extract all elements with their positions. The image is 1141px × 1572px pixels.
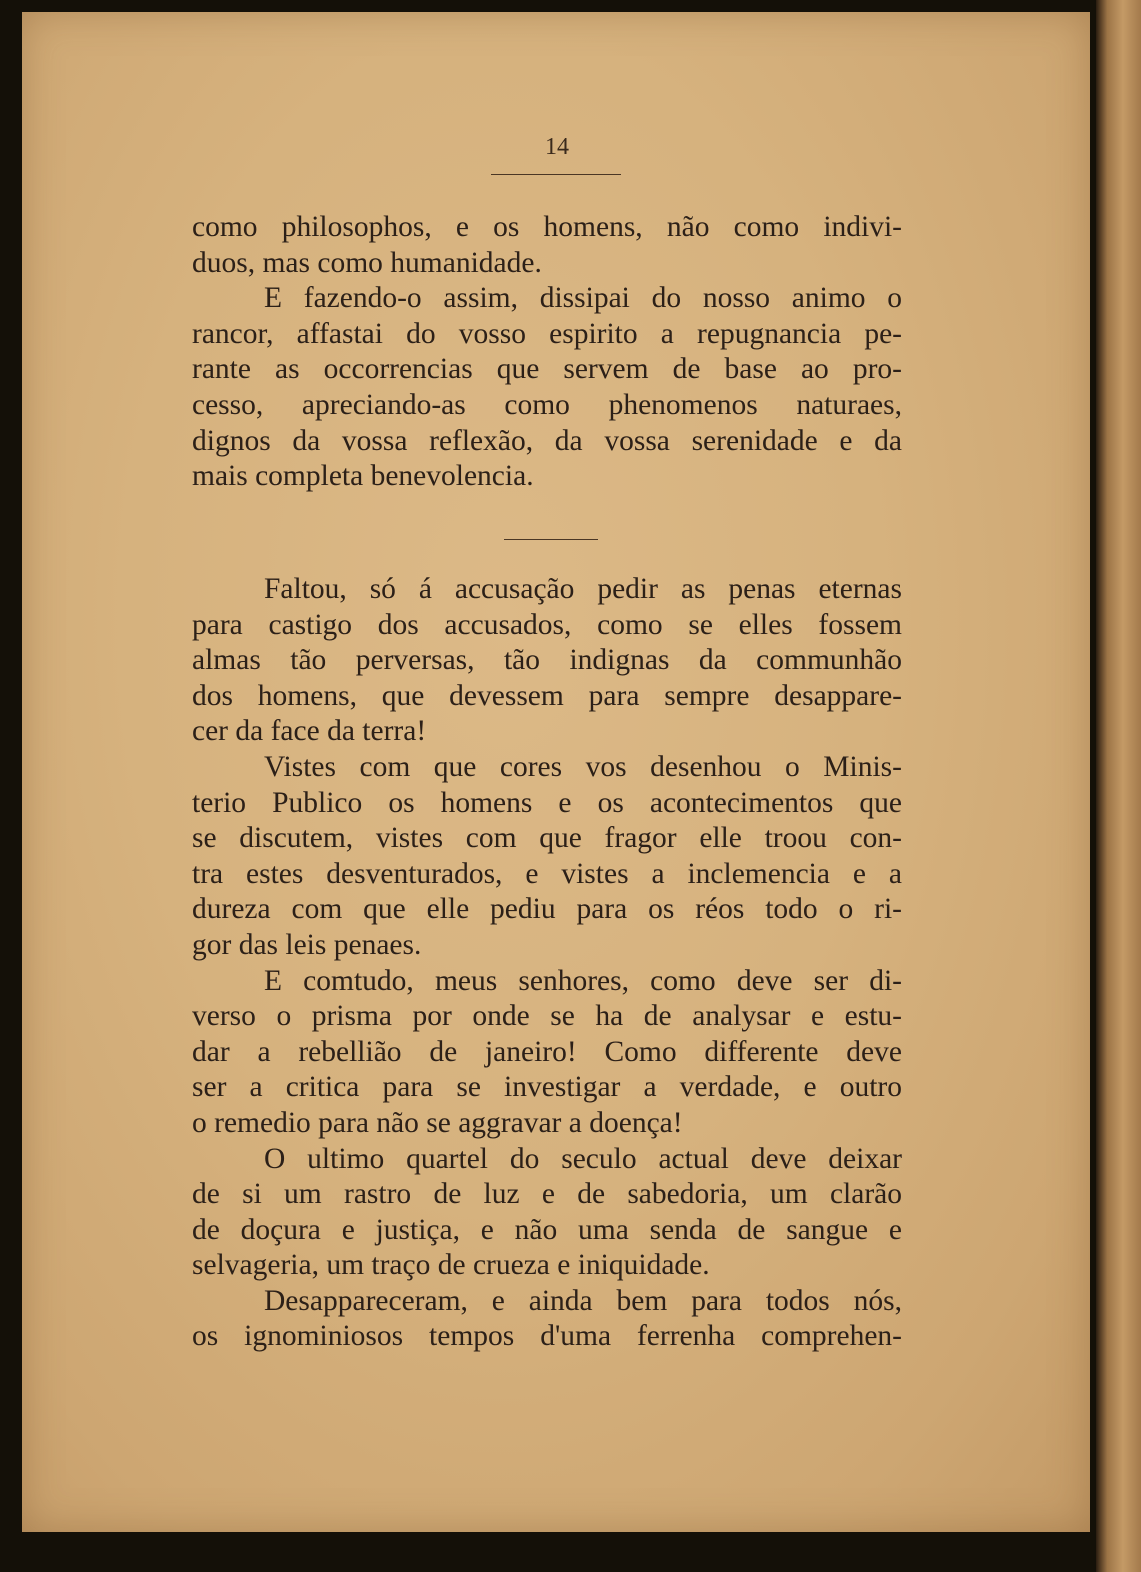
text-line: os ignominiosos tempos d'uma ferrenha comprehen- xyxy=(192,1320,902,1353)
text-line: de doçura e justiça, e não uma senda de sangue e xyxy=(192,1213,902,1246)
text-line: cesso, apreciando-as como phenomenos naturaes, xyxy=(192,388,902,421)
text-line: E fazendo-o assim, dissipai do nosso animo o xyxy=(264,282,902,315)
text-line: dignos da vossa reflexão, da vossa serenidade e da xyxy=(192,424,902,457)
text-line: Faltou, só á accusação pedir as penas eternas xyxy=(264,573,902,605)
text-line: dar a rebellião de janeiro! Como differente deve xyxy=(192,1035,902,1068)
text-line: duos, mas como humanidade. xyxy=(192,246,542,279)
text-line: como philosophos, e os homens, não como indivi- xyxy=(192,211,902,243)
text-line: ser a critica para se investigar a verdade, e outro xyxy=(192,1071,902,1104)
text-line: cer da face da terra! xyxy=(192,715,427,748)
text-block-2 xyxy=(192,572,902,1355)
text-line: almas tão perversas, tão indignas da communhão xyxy=(192,644,902,677)
adjacent-page-edge xyxy=(1096,0,1141,1572)
text-line: verso o prisma por onde se ha de analysar e estu- xyxy=(192,1000,902,1033)
text-block-1 xyxy=(192,210,902,495)
header-rule xyxy=(491,174,621,175)
text-line: Vistes com que cores vos desenhou o Minis- xyxy=(264,750,902,783)
text-line: O ultimo quartel do seculo actual deve deixar xyxy=(264,1142,902,1175)
text-line: para castigo dos accusados, como se elles fossem xyxy=(192,608,902,641)
text-line: selvageria, um traço de crueza e iniquidade. xyxy=(192,1249,710,1282)
section-divider xyxy=(504,539,598,540)
text-line: Desappareceram, e ainda bem para todos nós, xyxy=(264,1284,902,1317)
text-line: dos homens, que devessem para sempre desappare- xyxy=(192,679,902,712)
text-line: de si um rastro de luz e de sabedoria, um clarão xyxy=(192,1178,902,1211)
text-line: rancor, affastai do vosso espirito a repugnancia pe- xyxy=(192,317,902,350)
text-line: o remedio para não se aggravar a doença! xyxy=(192,1106,683,1139)
text-line: rante as occorrencias que servem de base ao pro- xyxy=(192,353,902,386)
text-line: mais completa benevolencia. xyxy=(192,460,534,493)
page-number: 14 xyxy=(545,134,569,160)
text-line: tra estes desventurados, e vistes a inclemencia e a xyxy=(192,857,902,890)
text-line: dureza com que elle pediu para os réos todo o ri- xyxy=(192,893,902,926)
text-line: gor das leis penaes. xyxy=(192,928,422,961)
text-line: terio Publico os homens e os acontecimentos que xyxy=(192,786,902,819)
text-line: E comtudo, meus senhores, como deve ser di- xyxy=(264,964,902,997)
book-page xyxy=(22,12,1090,1532)
text-line: se discutem, vistes com que fragor elle troou con- xyxy=(192,822,902,855)
